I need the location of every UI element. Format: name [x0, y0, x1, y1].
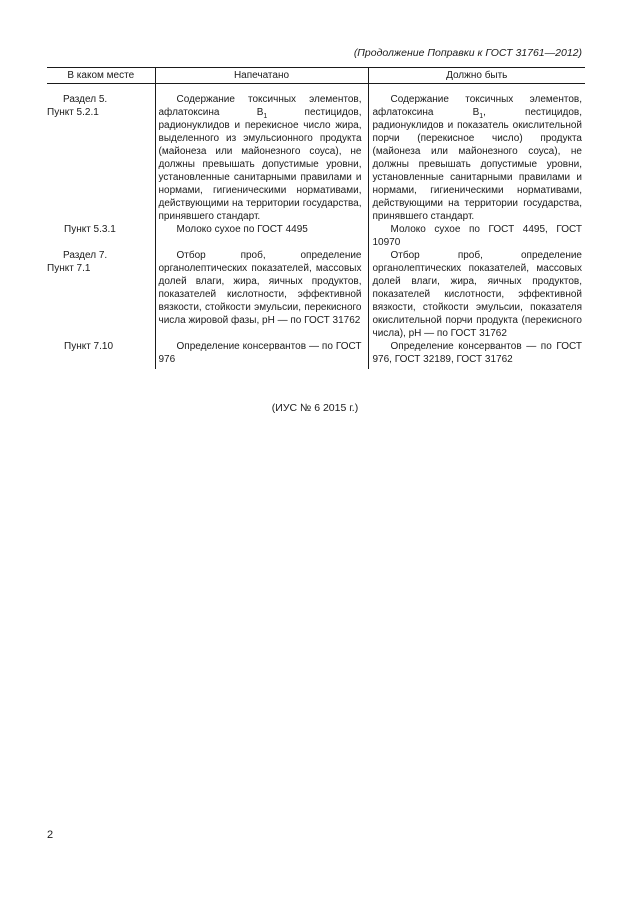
row-place — [47, 223, 155, 249]
printed-text-end: пестицидов, радионуклидов и перекисное число жира, выделенного из эмульсионного продукта (майонеза или майонезного соуса), не должны превышать допустимые уровни, установленные санитарными правилами и нормами, гигиеническими нормативами, действующими на территории государства, принявшего стандарт. — [158, 107, 362, 222]
row-printed — [155, 249, 368, 340]
row-should-be — [368, 249, 585, 340]
table-row — [47, 84, 585, 224]
row-place — [47, 249, 155, 340]
page-number: 2 — [47, 829, 54, 841]
row-place — [47, 84, 155, 224]
should-text-start: Содержание токсичных элементов, афлатоксина B — [372, 94, 582, 118]
amendment-table — [47, 67, 585, 369]
should-text: Молоко сухое по ГОСТ 4495, ГОСТ 10970 — [372, 224, 582, 248]
should-text: Определение консервантов — по ГОСТ 976, ГОСТ 32189, ГОСТ 31762 — [372, 341, 582, 365]
row-place — [47, 340, 155, 369]
row-should-be — [368, 84, 585, 224]
printed-text: Молоко сухое по ГОСТ 4495 — [176, 224, 308, 235]
printed-text: Отбор проб, определение органолептических показателей, массовых долей влаги, жира, яичных продуктов, показателей кислотности, эффективной вязкости, стойкости эмульсии, перекисного числа жировой фазы, pH — по ГОСТ 31762 — [158, 250, 362, 326]
column-header-should-be: Должно быть — [368, 68, 585, 84]
printed-subscript: 1 — [263, 113, 268, 120]
row-printed — [155, 223, 368, 249]
row-place-section: Раздел 7. — [63, 250, 108, 261]
amendment-continuation-note: (Продолжение Поправки к ГОСТ 31761—2012) — [353, 47, 582, 59]
printed-text: Определение консервантов — по ГОСТ 976 — [158, 341, 362, 365]
row-place-item: Пункт 7.1 — [47, 263, 91, 274]
column-header-place: В каком месте — [47, 68, 155, 84]
row-place-section: Раздел 5. — [63, 94, 108, 105]
row-place-item: Пункт 5.3.1 — [64, 224, 116, 235]
row-printed — [155, 340, 368, 369]
row-printed — [155, 84, 368, 224]
column-header-printed: Напечатано — [155, 68, 368, 84]
ius-reference-note: (ИУС № 6 2015 г.) — [271, 402, 359, 414]
row-place-item: Пункт 5.2.1 — [47, 107, 99, 118]
row-should-be — [368, 223, 585, 249]
table-header-row — [47, 68, 585, 84]
table-row — [47, 223, 585, 249]
row-place-item: Пункт 7.10 — [64, 341, 114, 352]
should-subscript: 1 — [479, 113, 484, 120]
table-row — [47, 249, 585, 340]
should-text: Отбор проб, определение органолептических показателей, массовых долей влаги, жира, яичных продуктов, показателей кислотности, эффективной вязкости, стойкости эмульсии, показателя окислительной порчи продукта (перекисного числа), pH — по ГОСТ 31762 — [372, 250, 582, 339]
row-should-be — [368, 340, 585, 369]
should-text-end: , пестицидов, радионуклидов и показатель окислительной порчи (перекисное число) продукта (майонеза или майонезного соуса), не должны превышать допустимые уровни, установленные санитарными правилами и нормами, гигиеническими нормативами, действующими на территории государства, принявшего стандарт. — [372, 107, 582, 222]
table-row — [47, 340, 585, 369]
printed-text-start: Содержание токсичных элементов, афлатоксина B — [158, 94, 362, 118]
